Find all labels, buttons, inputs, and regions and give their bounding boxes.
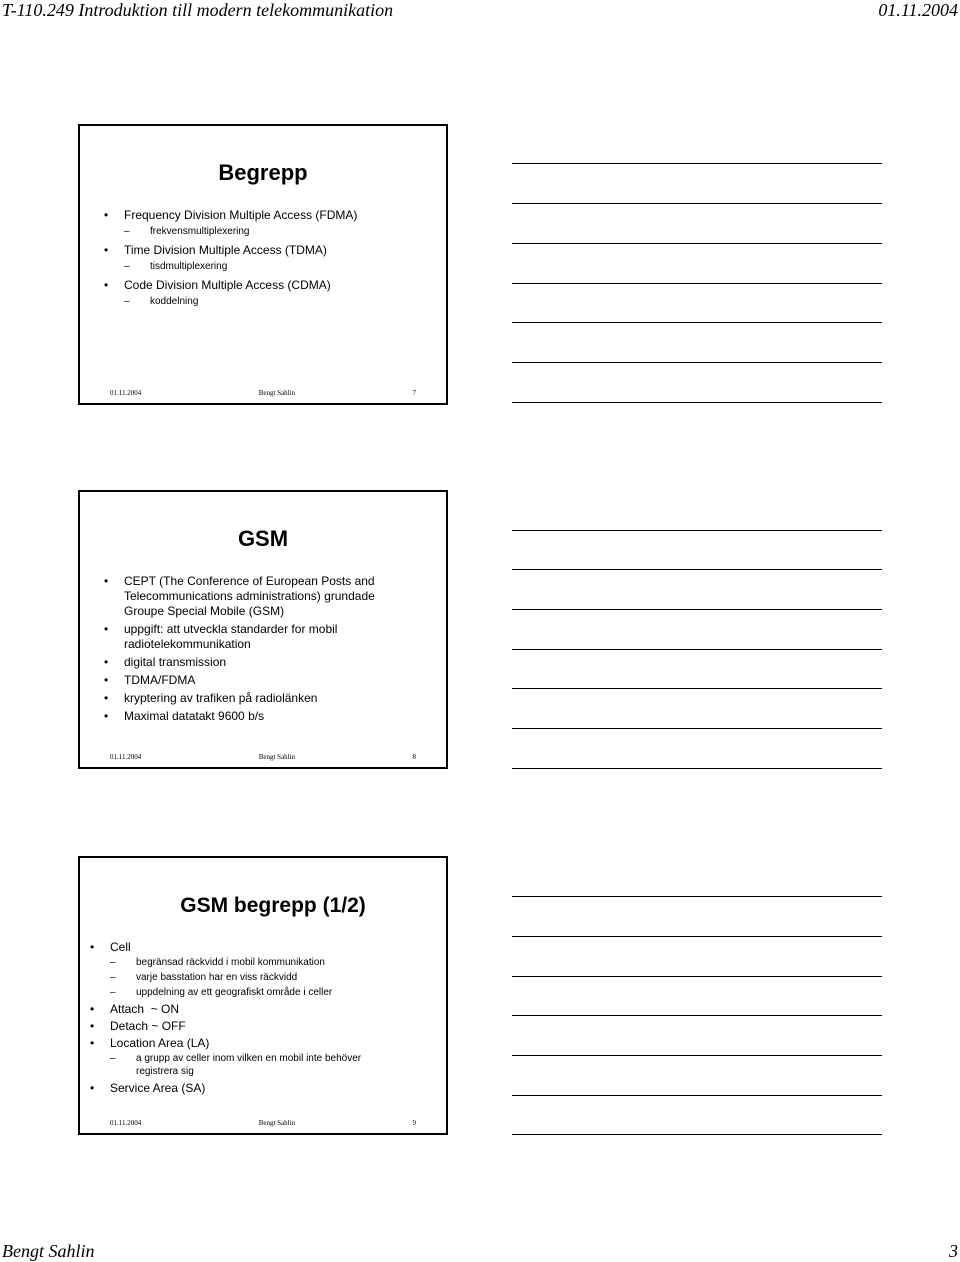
sub-item: – koddelning <box>102 295 434 308</box>
note-line <box>512 896 882 897</box>
note-line <box>512 1134 882 1135</box>
note-line <box>512 688 882 689</box>
bullet-item: • Frequency Division Multiple Access (FDMA) <box>102 208 434 223</box>
slide-title: GSM begrepp (1/2) <box>180 894 366 917</box>
slide-gsm <box>78 490 448 769</box>
sub-item: – tisdmultiplexering <box>102 260 434 273</box>
note-line <box>512 649 882 650</box>
slide-body <box>102 208 434 308</box>
note-line <box>512 728 882 729</box>
sub-item: – varje basstation har en viss räckvidd <box>88 971 386 984</box>
page-author: Bengt Sahlin <box>2 1241 95 1261</box>
note-line <box>512 362 882 363</box>
slide-footer <box>110 389 416 397</box>
bullet-item: • uppgift: att utveckla standarder for mobil radiotelekommunikation <box>102 622 386 652</box>
note-line <box>512 609 882 610</box>
bullet-item: • Detach ~ OFF <box>88 1019 386 1034</box>
note-line <box>512 322 882 323</box>
page-header <box>0 0 960 22</box>
slide-date: 01.11.2004 <box>110 753 142 761</box>
bullet-item: • digital transmission <box>102 655 386 670</box>
bullet-item: • Attach ~ ON <box>88 1002 386 1017</box>
slide-number: 9 <box>412 1119 416 1127</box>
note-line <box>512 569 882 570</box>
slide-footer <box>110 753 416 761</box>
note-line <box>512 203 882 204</box>
header-date: 01.11.2004 <box>878 0 958 20</box>
bullet-item: • kryptering av trafiken på radiolänken <box>102 691 386 706</box>
bullet-item: • CEPT (The Conference of European Posts and Telecommunications administrations) grundade Groupe Special Mobile (GSM) <box>102 574 386 619</box>
note-line <box>512 936 882 937</box>
note-line <box>512 768 882 769</box>
bullet-item: • TDMA/FDMA <box>102 673 386 688</box>
course-title: T-110.249 Introduktion till modern telekommunikation <box>2 0 394 20</box>
slide-title: Begrepp <box>218 160 308 185</box>
sub-item: – frekvensmultiplexering <box>102 225 434 238</box>
sub-item: – begränsad räckvidd i mobil kommunikation <box>88 956 386 969</box>
bullet-item: • Time Division Multiple Access (TDMA) <box>102 243 434 258</box>
slide-author: Bengt Sahlin <box>258 753 296 761</box>
slide-date: 01.11.2004 <box>110 389 142 397</box>
slide-number: 7 <box>412 389 416 397</box>
bullet-item: • Maximal datatakt 9600 b/s <box>102 709 386 724</box>
note-line <box>512 402 882 403</box>
note-line <box>512 163 882 164</box>
note-line <box>512 1095 882 1096</box>
note-line <box>512 1055 882 1056</box>
slide-body <box>88 940 386 1096</box>
note-line <box>512 243 882 244</box>
slide-begrepp <box>78 124 448 405</box>
slide-number: 8 <box>412 753 416 761</box>
slide-gsm-begrepp <box>78 856 448 1135</box>
slide-title: GSM <box>237 526 289 551</box>
bullet-item: • Cell <box>88 940 386 955</box>
page-number: 3 <box>949 1241 958 1261</box>
page-footer <box>0 1241 960 1262</box>
slide-author: Bengt Sahlin <box>258 389 296 397</box>
note-line <box>512 530 882 531</box>
note-line <box>512 976 882 977</box>
slide-author: Bengt Sahlin <box>258 1119 296 1127</box>
slide-body <box>102 574 386 724</box>
bullet-item: • Code Division Multiple Access (CDMA) <box>102 278 434 293</box>
slide-footer <box>110 1119 416 1127</box>
bullet-item: • Location Area (LA) <box>88 1036 386 1051</box>
sub-item: – a grupp av celler inom vilken en mobil inte behöver registrera sig <box>88 1052 386 1078</box>
note-line <box>512 283 882 284</box>
note-line <box>512 1015 882 1016</box>
slide-date: 01.11.2004 <box>110 1119 142 1127</box>
bullet-item: • Service Area (SA) <box>88 1081 386 1096</box>
sub-item: – uppdelning av ett geografiskt område i celler <box>88 986 386 999</box>
